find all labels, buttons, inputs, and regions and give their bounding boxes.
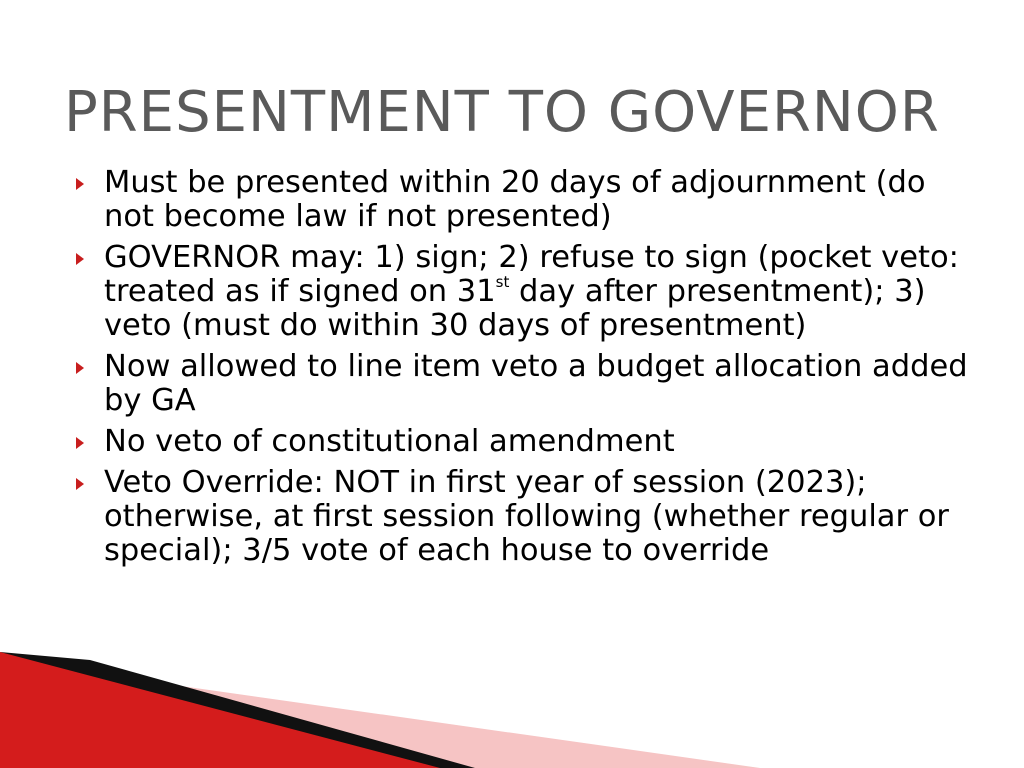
bullet-item bbox=[72, 350, 972, 418]
ordinal-superscript: st bbox=[495, 273, 510, 291]
bullet-arrow-icon bbox=[76, 253, 84, 265]
bullet-text: Must be presented within 20 days of adjournment (do not become law if not presented) bbox=[104, 165, 926, 234]
bullet-text: GOVERNOR may: 1) sign; 2) refuse to sign (pocket veto: treated as if signed on 31 bbox=[104, 240, 959, 309]
bullet-item bbox=[72, 466, 972, 568]
bullet-arrow-icon bbox=[76, 437, 84, 449]
bullet-arrow-icon bbox=[76, 178, 84, 190]
bullet-text: Veto Override: NOT in first year of session (2023); otherwise, at first session following (whether regular or special); 3/5 vote of each house to override bbox=[104, 465, 949, 568]
bullet-list bbox=[72, 166, 972, 575]
bullet-item bbox=[72, 241, 972, 343]
bullet-text: Now allowed to line item veto a budget allocation added by GA bbox=[104, 349, 968, 418]
slide-title: PRESENTMENT TO GOVERNOR bbox=[64, 80, 940, 145]
bullet-item bbox=[72, 425, 972, 459]
bullet-text: No veto of constitutional amendment bbox=[104, 424, 675, 459]
bullet-arrow-icon bbox=[76, 478, 84, 490]
bullet-item bbox=[72, 166, 972, 234]
bullet-arrow-icon bbox=[76, 362, 84, 374]
bullet-text-continued: day after presentment); 3) veto (must do within 30 days of presentment) bbox=[104, 274, 926, 343]
